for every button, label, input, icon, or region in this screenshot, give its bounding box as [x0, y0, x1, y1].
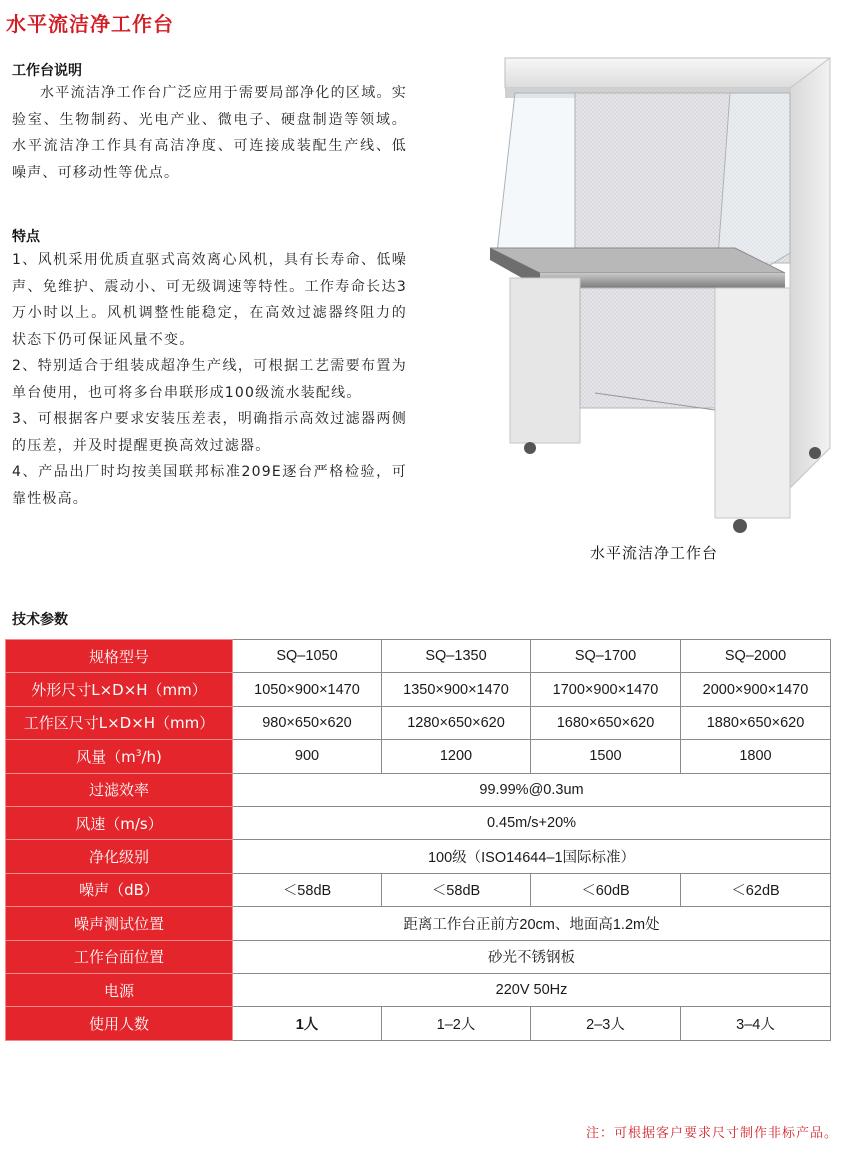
footnote: 注：可根据客户要求尺寸制作非标产品。 — [585, 1126, 838, 1141]
table-row — [6, 806, 831, 839]
table-cell: 1700×900×1470 — [531, 673, 681, 706]
table-cell: 1280×650×620 — [382, 706, 531, 739]
table-row — [6, 973, 831, 1006]
label-sup: 3 — [135, 748, 142, 759]
row-label: 噪声测试位置 — [6, 907, 233, 940]
table-row — [6, 773, 831, 806]
table-cell: 1800 — [681, 740, 831, 773]
table-cell: 99.99%@0.3um — [233, 773, 831, 806]
table-cell: 3–4人 — [681, 1007, 831, 1040]
table-cell: SQ–1050 — [233, 640, 382, 673]
row-label: 电源 — [6, 973, 233, 1006]
row-label: 外形尺寸L×D×H（mm） — [6, 673, 233, 706]
row-label: 工作台面位置 — [6, 940, 233, 973]
table-cell: 0.45m/s+20% — [233, 806, 831, 839]
feature-item-2: 2、特别适合于组装成超净生产线，可根据工艺需要布置为单台使用，也可将多台串联形成100级流水装配线。 — [12, 358, 407, 401]
table-cell: SQ–1700 — [531, 640, 681, 673]
table-cell: 1880×650×620 — [681, 706, 831, 739]
table-cell: 1人 — [233, 1007, 382, 1040]
intro-paragraph: 水平流洁净工作台广泛应用于需要局部净化的区域。实验室、生物制药、光电产业、微电子、硬盘制造等领域。水平流洁净工作具有高洁净度、可连接成装配生产线、低噪声、可移动性等优点。 — [12, 85, 407, 181]
table-cell: 1680×650×620 — [531, 706, 681, 739]
table-row — [6, 706, 831, 739]
row-label — [6, 740, 233, 773]
table-cell: 980×650×620 — [233, 706, 382, 739]
table-cell: ＜62dB — [681, 873, 831, 906]
table-cell: 900 — [233, 740, 382, 773]
row-label: 噪声（dB） — [6, 873, 233, 906]
table-cell: SQ–2000 — [681, 640, 831, 673]
feature-item-4: 4、产品出厂时均按美国联邦标准209E逐台严格检验，可靠性极高。 — [12, 464, 407, 507]
table-cell: 1200 — [382, 740, 531, 773]
table-row — [6, 740, 831, 773]
features-list — [12, 247, 407, 512]
table-row — [6, 1007, 831, 1040]
table-cell: ＜60dB — [531, 873, 681, 906]
feature-item-1: 1、风机采用优质直驱式高效离心风机，具有长寿命、低噪声、免维护、震动小、可无级调速等特性。工作寿命长达3万小时以上。风机调整性能稳定，在高效过滤器终阻力的状态下仍可保证风量不变。 — [12, 252, 407, 348]
table-cell: ＜58dB — [233, 873, 382, 906]
table-cell: 1–2人 — [382, 1007, 531, 1040]
table-cell: ＜58dB — [382, 873, 531, 906]
table-cell: 距离工作台正前方20cm、地面高1.2m处 — [233, 907, 831, 940]
table-row — [6, 907, 831, 940]
table-row — [6, 840, 831, 873]
table-cell: 220V 50Hz — [233, 973, 831, 1006]
table-row — [6, 940, 831, 973]
feature-item-3: 3、可根据客户要求安装压差表，明确指示高效过滤器两侧的压差，并及时提醒更换高效过滤器。 — [12, 411, 407, 454]
clean-bench-image — [485, 48, 845, 538]
spec-table — [5, 639, 831, 1041]
table-row — [6, 673, 831, 706]
row-label: 过滤效率 — [6, 773, 233, 806]
table-cell: 2000×900×1470 — [681, 673, 831, 706]
table-cell: 1500 — [531, 740, 681, 773]
table-row — [6, 640, 831, 673]
table-cell: SQ–1350 — [382, 640, 531, 673]
page-title: 水平流洁净工作台 — [6, 12, 174, 36]
table-cell: 1050×900×1470 — [233, 673, 382, 706]
label-part: 风量（m — [76, 747, 136, 766]
table-cell: 砂光不锈钢板 — [233, 940, 831, 973]
row-label: 使用人数 — [6, 1007, 233, 1040]
intro-text — [12, 80, 407, 186]
table-cell: 1350×900×1470 — [382, 673, 531, 706]
table-cell: 100级（ISO14644–1国际标准） — [233, 840, 831, 873]
table-cell: 2–3人 — [531, 1007, 681, 1040]
row-label: 规格型号 — [6, 640, 233, 673]
row-label: 净化级别 — [6, 840, 233, 873]
label-part: /h) — [141, 747, 162, 766]
row-label: 风速（m/s） — [6, 806, 233, 839]
intro-heading: 工作台说明 — [12, 63, 82, 79]
row-label: 工作区尺寸L×D×H（mm） — [6, 706, 233, 739]
specs-heading: 技术参数 — [12, 612, 68, 628]
features-heading: 特点 — [12, 229, 40, 245]
product-caption: 水平流洁净工作台 — [590, 544, 719, 562]
table-row — [6, 873, 831, 906]
